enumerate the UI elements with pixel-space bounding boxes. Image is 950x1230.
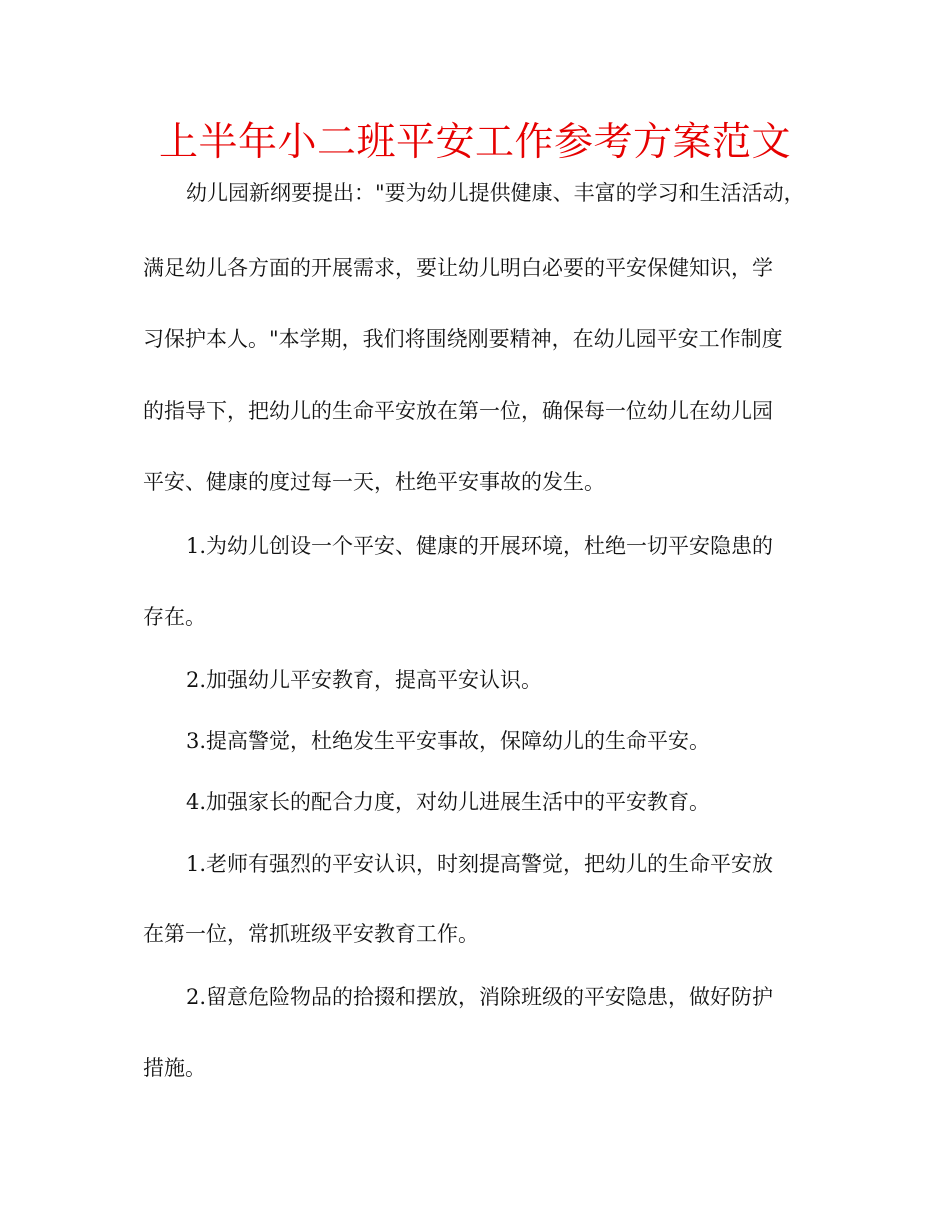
paragraph-line-5: 平安、健康的度过每一天，杜绝平安事故的发生。 (143, 470, 605, 494)
list-item-2: 2.加强幼儿平安教育，提高平安认识。 (186, 668, 543, 692)
list-item-1: 1.为幼儿创设一个平安、健康的开展环境，杜绝一切平安隐患的 (186, 534, 774, 558)
list-item-3: 3.提高警觉，杜绝发生平安事故，保障幼儿的生命平安。 (186, 729, 711, 753)
measure-item-2: 2.留意危险物品的拾掇和摆放，消除班级的平安隐患，做好防护 (186, 985, 774, 1009)
document-title: 上半年小二班平安工作参考方案范文 (158, 120, 791, 165)
list-item-4: 4.加强家长的配合力度，对幼儿进展生活中的平安教育。 (186, 790, 711, 814)
measure-item-2-continuation: 措施。 (143, 1056, 206, 1080)
paragraph-line-4: 的指导下，把幼儿的生命平安放在第一位，确保每一位幼儿在幼儿园 (143, 399, 773, 423)
paragraph-line-3: 习保护本人。"本学期，我们将围绕刚要精神，在幼儿园平安工作制度 (143, 327, 783, 351)
measure-item-1: 1.老师有强烈的平安认识，时刻提高警觉，把幼儿的生命平安放 (186, 852, 774, 876)
paragraph-line-1: 幼儿园新纲要提出："要为幼儿提供健康、丰富的学习和生活活动， (186, 181, 805, 205)
list-item-1-continuation: 存在。 (143, 605, 206, 629)
paragraph-line-2: 满足幼儿各方面的开展需求，要让幼儿明白必要的平安保健知识，学 (143, 256, 773, 280)
measure-item-1-continuation: 在第一位，常抓班级平安教育工作。 (143, 922, 479, 946)
